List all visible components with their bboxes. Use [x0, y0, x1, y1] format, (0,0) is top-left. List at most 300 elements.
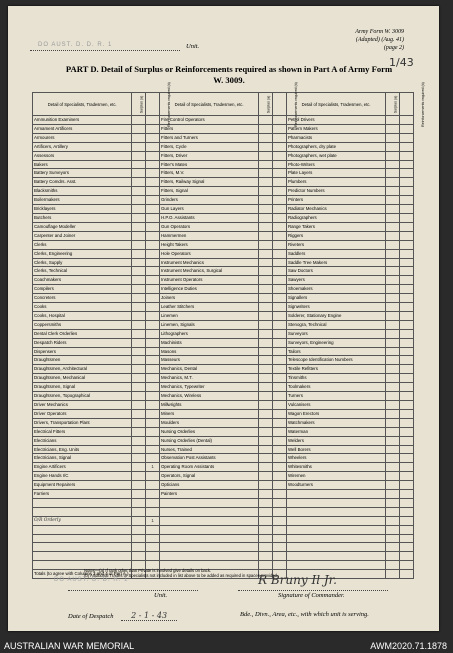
required-cell — [273, 490, 287, 499]
specialist-cell — [33, 525, 132, 534]
required-cell — [146, 329, 160, 338]
required-cell — [146, 427, 160, 436]
specialist-cell: Clerks, Technical — [33, 267, 132, 276]
required-cell — [146, 445, 160, 454]
required-cell — [273, 543, 287, 552]
required-cell — [273, 534, 287, 543]
required-cell — [273, 552, 287, 561]
specialist-cell: Toolmakers — [286, 383, 385, 392]
specialist-cell: Nursing Orderlies — [159, 427, 258, 436]
surplus-cell — [386, 213, 400, 222]
surplus-cell — [386, 481, 400, 490]
form-ref-line: (Adapted) (Aug. 41) — [355, 37, 404, 43]
required-cell — [146, 365, 160, 374]
required-cell — [146, 240, 160, 249]
surplus-cell — [386, 525, 400, 534]
specialist-cell — [286, 516, 385, 525]
required-cell — [273, 133, 287, 142]
required-cell — [400, 124, 414, 133]
note-line: Notes—(a) If rank other than Private is involved give details on back. — [84, 568, 212, 573]
specialist-cell: Tinsmiths — [286, 374, 385, 383]
table-row — [33, 151, 414, 160]
specialist-cell: Range Takers — [286, 222, 385, 231]
required-cell — [400, 160, 414, 169]
specialist-cell: Wheelers — [286, 454, 385, 463]
specialist-cell: Electricians, Signal — [33, 454, 132, 463]
surplus-cell — [259, 240, 273, 249]
specialist-cell — [286, 507, 385, 516]
surplus-cell — [259, 463, 273, 472]
required-cell — [146, 222, 160, 231]
specialist-cell: Fitters, M.V. — [159, 169, 258, 178]
surplus-cell — [386, 187, 400, 196]
required-cell — [273, 418, 287, 427]
specialist-cell: Leather Stitchers — [159, 303, 258, 312]
required-cell — [146, 320, 160, 329]
surplus-cell — [132, 472, 146, 481]
table-row — [33, 213, 414, 222]
required-cell — [400, 436, 414, 445]
specialist-cell: Saddlers — [286, 249, 385, 258]
form-notes — [84, 568, 384, 579]
required-cell — [273, 160, 287, 169]
surplus-cell — [132, 160, 146, 169]
required-cell — [400, 285, 414, 294]
specialist-cell: Fitters, Driver — [159, 151, 258, 160]
required-cell — [146, 116, 160, 125]
specialist-cell: Millwrights — [159, 401, 258, 410]
surplus-cell — [259, 498, 273, 507]
table-row — [33, 409, 414, 418]
table-row — [33, 285, 414, 294]
specialist-cell — [286, 490, 385, 499]
surplus-cell — [132, 374, 146, 383]
required-cell — [273, 427, 287, 436]
surplus-cell — [386, 552, 400, 561]
surplus-cell — [386, 142, 400, 151]
table-row — [33, 267, 414, 276]
required-cell — [146, 303, 160, 312]
required-cell — [146, 151, 160, 160]
surplus-cell — [259, 205, 273, 214]
required-cell — [400, 178, 414, 187]
specialist-cell: Despatch Riders — [33, 338, 132, 347]
specialist-cell: Electricians — [33, 436, 132, 445]
specialist-cell: Farriers — [33, 490, 132, 499]
folio-number: 1/43 — [389, 56, 414, 69]
required-cell — [273, 294, 287, 303]
specialist-cell: Nursing Orderlies (Dental) — [159, 436, 258, 445]
required-cell — [146, 311, 160, 320]
required-cell — [146, 525, 160, 534]
surplus-cell — [259, 338, 273, 347]
totals-cell — [386, 570, 400, 579]
surplus-cell — [386, 249, 400, 258]
specialist-cell: Engine Hands I/C — [33, 472, 132, 481]
surplus-cell — [259, 454, 273, 463]
required-cell — [146, 401, 160, 410]
required-cell — [400, 169, 414, 178]
specialist-cell: Solderer, Stationary Engine — [286, 311, 385, 320]
surplus-cell — [386, 133, 400, 142]
surplus-cell — [386, 472, 400, 481]
specialist-cell: Bricklayers — [33, 205, 132, 214]
surplus-cell — [386, 401, 400, 410]
specialist-cell: Clerks, Engineering — [33, 249, 132, 258]
specialist-cell: Dental Clerk Orderlies — [33, 329, 132, 338]
surplus-cell — [132, 311, 146, 320]
despatch-label: Date of Despatch — [68, 613, 114, 620]
required-cell — [146, 196, 160, 205]
surplus-cell — [259, 507, 273, 516]
surplus-cell — [259, 267, 273, 276]
specialist-cell: Moulders — [159, 418, 258, 427]
surplus-cell — [132, 534, 146, 543]
surplus-cell — [259, 116, 273, 125]
specialist-cell: Battery Comdrs. Asst. — [33, 178, 132, 187]
required-cell — [273, 463, 287, 472]
specialist-cell: Photographers, dry plate — [286, 142, 385, 151]
specialist-cell: Driver Mechanics — [33, 401, 132, 410]
specialist-cell: Gun Operators — [159, 222, 258, 231]
surplus-cell — [259, 294, 273, 303]
specialist-cell: Linemen — [159, 311, 258, 320]
surplus-cell — [386, 534, 400, 543]
despatch-value: 2 - 1 - 43 — [121, 611, 177, 621]
specialist-cell: Textile Refitters — [286, 365, 385, 374]
surplus-cell — [132, 231, 146, 240]
specialist-cell: Mechanics, Typewriter — [159, 383, 258, 392]
table-row — [33, 205, 414, 214]
required-cell — [400, 347, 414, 356]
required-cell — [400, 356, 414, 365]
surplus-cell — [386, 205, 400, 214]
surplus-cell — [386, 240, 400, 249]
surplus-cell — [386, 116, 400, 125]
surplus-cell — [386, 418, 400, 427]
required-cell — [400, 303, 414, 312]
specialist-cell: Predictor Numbers — [286, 187, 385, 196]
surplus-cell — [132, 285, 146, 294]
required-cell — [400, 276, 414, 285]
required-cell — [146, 169, 160, 178]
surplus-cell — [132, 187, 146, 196]
specialist-cell: Wagon Erectors — [286, 409, 385, 418]
specialist-cell: Carpenter and Joiner — [33, 231, 132, 240]
required-cell — [273, 249, 287, 258]
surplus-cell — [132, 294, 146, 303]
table-row-blank — [33, 525, 414, 534]
specialist-cell: Photographers, wet plate — [286, 151, 385, 160]
specialist-cell: Mechanics, Wireless — [159, 392, 258, 401]
required-cell — [273, 116, 287, 125]
table-row — [33, 294, 414, 303]
surplus-cell — [132, 516, 146, 525]
specialist-cell: Instrument Mechanics, Surgical — [159, 267, 258, 276]
specialist-cell: Draughtsmen — [33, 356, 132, 365]
surplus-cell — [259, 249, 273, 258]
surplus-cell — [386, 561, 400, 570]
surplus-cell — [259, 543, 273, 552]
required-cell — [146, 133, 160, 142]
surplus-cell — [132, 196, 146, 205]
required-cell — [146, 249, 160, 258]
surplus-cell — [386, 196, 400, 205]
required-cell — [400, 222, 414, 231]
note-line: (b) Additional Trades or Specialists not included in list above to be added as required in spaces provided. — [84, 573, 279, 579]
required-cell — [146, 205, 160, 214]
surplus-cell — [259, 409, 273, 418]
surplus-cell — [132, 169, 146, 178]
specialist-cell: Shoemakers — [286, 285, 385, 294]
specialist-cell: Operators, Signal — [159, 472, 258, 481]
surplus-cell — [132, 392, 146, 401]
surplus-cell — [132, 347, 146, 356]
required-cell — [273, 374, 287, 383]
surplus-cell — [386, 490, 400, 499]
table-row-blank — [33, 516, 414, 525]
specialist-cell: Plate Layers — [286, 169, 385, 178]
required-cell — [273, 320, 287, 329]
surplus-cell — [132, 463, 146, 472]
required-cell — [400, 267, 414, 276]
required-cell — [400, 454, 414, 463]
specialist-cell: Boilermakers — [33, 196, 132, 205]
specialist-cell: Opticians — [159, 481, 258, 490]
required-cell — [146, 267, 160, 276]
specialist-cell: Equipment Repairers — [33, 481, 132, 490]
specialist-cell — [159, 516, 258, 525]
table-row — [33, 445, 414, 454]
table-row — [33, 124, 414, 133]
form-reference — [324, 28, 404, 52]
column-header-required: Reinforcements required (b) — [273, 93, 287, 116]
specialist-cell: Mechanics, M.T. — [159, 374, 258, 383]
surplus-cell — [259, 534, 273, 543]
surplus-cell — [386, 276, 400, 285]
surplus-cell — [386, 160, 400, 169]
table-row — [33, 276, 414, 285]
table-row-blank — [33, 543, 414, 552]
required-cell — [146, 534, 160, 543]
specialist-cell: Surveyors, Engineering — [286, 338, 385, 347]
surplus-cell — [386, 356, 400, 365]
specialist-cell — [159, 534, 258, 543]
surplus-cell — [132, 267, 146, 276]
surplus-cell — [386, 303, 400, 312]
specialist-cell: Butchers — [33, 213, 132, 222]
required-cell — [146, 160, 160, 169]
table-row — [33, 356, 414, 365]
required-cell — [400, 543, 414, 552]
specialist-cell: Clerks, Supply — [33, 258, 132, 267]
surplus-cell — [386, 169, 400, 178]
surplus-cell — [259, 418, 273, 427]
specialist-cell: Ammunition Examiners — [33, 116, 132, 125]
table-row — [33, 490, 414, 499]
required-cell — [400, 365, 414, 374]
required-cell — [146, 374, 160, 383]
specialist-cell: Masons — [159, 347, 258, 356]
surplus-cell — [386, 151, 400, 160]
required-cell — [146, 276, 160, 285]
specialist-cell: Telescope Identification Numbers — [286, 356, 385, 365]
surplus-cell — [132, 409, 146, 418]
table-row — [33, 401, 414, 410]
surplus-cell — [132, 178, 146, 187]
required-cell — [146, 178, 160, 187]
surplus-cell — [259, 178, 273, 187]
required-cell — [273, 124, 287, 133]
required-cell — [146, 436, 160, 445]
surplus-cell — [132, 116, 146, 125]
specialist-cell: Electricians, Eng. Units — [33, 445, 132, 454]
surplus-cell — [132, 427, 146, 436]
surplus-cell — [386, 392, 400, 401]
required-cell — [400, 418, 414, 427]
specialist-cell: Wiremen — [286, 472, 385, 481]
table-header-row — [33, 93, 414, 116]
required-cell — [273, 347, 287, 356]
surplus-cell — [132, 338, 146, 347]
surplus-cell — [259, 222, 273, 231]
surplus-cell — [259, 196, 273, 205]
surplus-cell — [259, 133, 273, 142]
specialist-cell: Artificers, Artillery — [33, 142, 132, 151]
surplus-cell — [259, 231, 273, 240]
surplus-cell — [259, 124, 273, 133]
required-cell — [400, 498, 414, 507]
surplus-cell — [132, 383, 146, 392]
form-sheet — [8, 6, 439, 631]
required-cell — [400, 249, 414, 258]
specialist-cell — [159, 552, 258, 561]
required-cell — [146, 490, 160, 499]
required-cell — [273, 258, 287, 267]
required-cell — [146, 187, 160, 196]
specialist-cell: Fitters, Cycle — [159, 142, 258, 151]
required-cell — [273, 498, 287, 507]
required-cell — [146, 392, 160, 401]
surplus-cell — [132, 543, 146, 552]
required-cell — [146, 543, 160, 552]
table-row — [33, 481, 414, 490]
required-cell — [400, 392, 414, 401]
table-row — [33, 258, 414, 267]
required-cell — [146, 338, 160, 347]
required-cell — [146, 285, 160, 294]
surplus-cell — [386, 463, 400, 472]
specialist-cell: Linemen, Signals — [159, 320, 258, 329]
surplus-cell — [259, 258, 273, 267]
required-cell — [146, 347, 160, 356]
surplus-cell — [386, 454, 400, 463]
surplus-cell — [132, 151, 146, 160]
specialist-cell: Petrol Drivers — [286, 116, 385, 125]
surplus-cell — [386, 294, 400, 303]
required-cell — [146, 418, 160, 427]
required-cell — [273, 338, 287, 347]
specialist-cell: Mechanics, Dental — [159, 365, 258, 374]
table-row — [33, 374, 414, 383]
required-cell — [273, 525, 287, 534]
surplus-cell — [259, 169, 273, 178]
specialist-cell: Draughtsmen, Topographical — [33, 392, 132, 401]
required-cell — [400, 116, 414, 125]
required-cell — [146, 507, 160, 516]
surplus-cell — [132, 124, 146, 133]
required-cell — [273, 365, 287, 374]
specialist-cell — [159, 507, 258, 516]
required-cell — [400, 507, 414, 516]
surplus-cell — [259, 160, 273, 169]
surplus-cell — [132, 454, 146, 463]
required-cell — [273, 329, 287, 338]
required-cell — [400, 231, 414, 240]
specialist-cell: Photo-Writers — [286, 160, 385, 169]
table-row — [33, 231, 414, 240]
required-cell — [273, 205, 287, 214]
required-cell — [400, 338, 414, 347]
specialist-cell: Coppersmiths — [33, 320, 132, 329]
required-cell — [146, 294, 160, 303]
surplus-cell — [386, 178, 400, 187]
specialist-cell: Blacksmiths — [33, 187, 132, 196]
signature-line — [238, 590, 388, 591]
required-cell — [146, 213, 160, 222]
required-cell — [400, 196, 414, 205]
specialist-cell: Clerks — [33, 240, 132, 249]
surplus-cell — [386, 427, 400, 436]
required-cell — [273, 285, 287, 294]
specialist-cell — [159, 525, 258, 534]
required-cell — [400, 561, 414, 570]
required-cell — [273, 409, 287, 418]
surplus-cell — [259, 329, 273, 338]
required-cell — [273, 454, 287, 463]
required-cell — [146, 124, 160, 133]
required-cell — [400, 383, 414, 392]
table-row — [33, 338, 414, 347]
handwritten-entry: O/R Orderly — [33, 516, 132, 525]
specialist-cell: Miners — [159, 409, 258, 418]
specialist-cell: Fitters and Turners — [159, 133, 258, 142]
surplus-cell — [259, 276, 273, 285]
required-cell — [273, 151, 287, 160]
surplus-cell — [132, 418, 146, 427]
archive-footer — [0, 640, 453, 653]
table-row — [33, 472, 414, 481]
table-row — [33, 196, 414, 205]
surplus-cell — [132, 320, 146, 329]
required-cell — [400, 463, 414, 472]
surplus-cell — [259, 187, 273, 196]
specialist-cell: Fitters, Signal — [159, 187, 258, 196]
specialist-cell: Fitter's Mates — [159, 160, 258, 169]
surplus-cell — [386, 267, 400, 276]
specialist-cell: Pattern Makers — [286, 124, 385, 133]
surplus-cell — [132, 205, 146, 214]
surplus-cell — [386, 320, 400, 329]
specialist-cell: Tailors — [286, 347, 385, 356]
table-row — [33, 222, 414, 231]
surplus-cell — [259, 525, 273, 534]
unit-stamp: DO AUST. D. D. R. 1 — [38, 42, 113, 48]
required-cell — [400, 240, 414, 249]
specialist-cell: Instrument Mechanics — [159, 258, 258, 267]
surplus-cell — [132, 498, 146, 507]
specialist-cell: H.P.O. Assistants — [159, 213, 258, 222]
